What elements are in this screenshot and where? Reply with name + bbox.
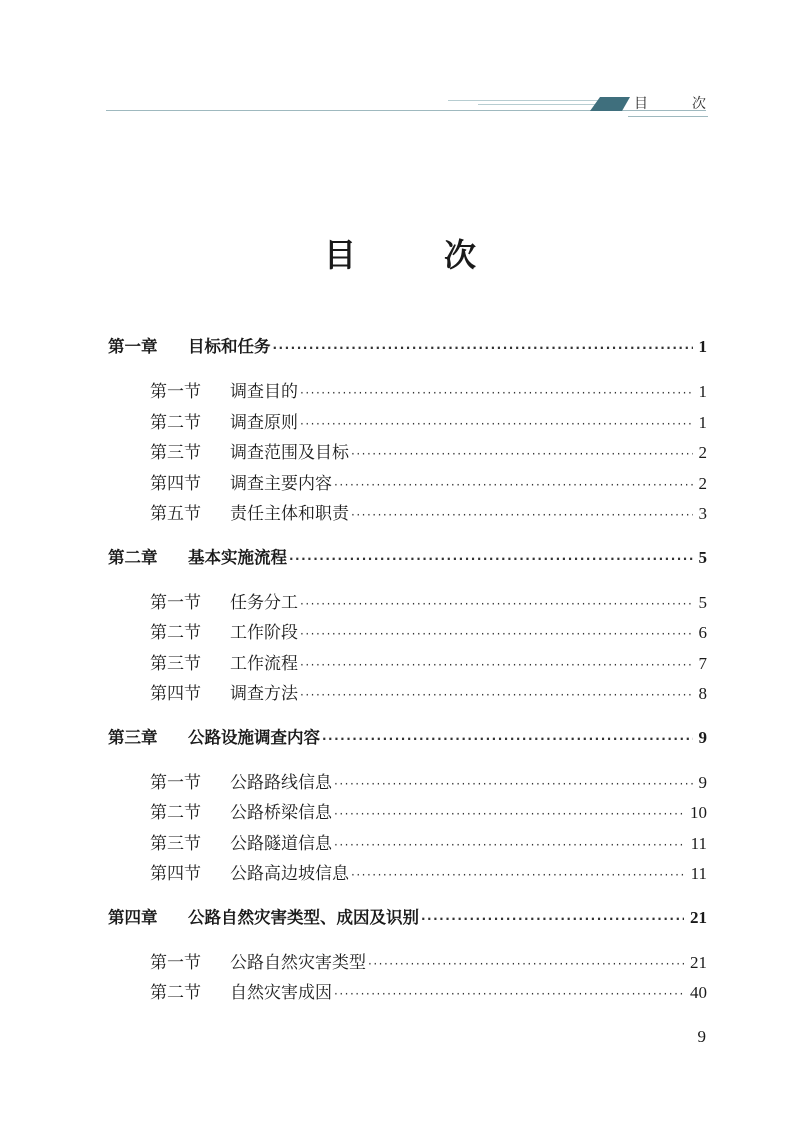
section-page-number: 8 bbox=[698, 684, 707, 703]
section-title: 自然灾害成因 bbox=[230, 983, 332, 1003]
toc-section-entry[interactable] bbox=[108, 859, 707, 890]
toc-chapter-entry[interactable] bbox=[108, 333, 707, 363]
table-of-contents bbox=[108, 333, 707, 1009]
section-page-number: 2 bbox=[698, 443, 707, 462]
page-title-right: 次 bbox=[444, 236, 477, 274]
chapter-page-number: 5 bbox=[698, 547, 707, 567]
running-header-right: 次 bbox=[692, 96, 706, 112]
page-title-left: 目 bbox=[323, 236, 356, 274]
toc-chapter-entry[interactable] bbox=[108, 724, 707, 754]
running-header bbox=[634, 93, 706, 113]
toc-section-entry[interactable] bbox=[108, 679, 707, 710]
section-page-number: 10 bbox=[690, 803, 707, 822]
chapter-number: 第二章 bbox=[108, 547, 158, 567]
toc-section-entry[interactable] bbox=[108, 499, 707, 530]
page-title bbox=[0, 230, 800, 276]
dot-leader bbox=[300, 688, 693, 702]
section-title: 公路自然灾害类型 bbox=[230, 952, 366, 973]
section-number: 第四节 bbox=[150, 684, 201, 704]
section-title: 公路隧道信息 bbox=[230, 833, 332, 854]
dot-leader bbox=[289, 552, 693, 566]
section-number: 第一节 bbox=[150, 592, 201, 613]
section-number: 第一节 bbox=[150, 952, 201, 973]
section-number: 第三节 bbox=[150, 833, 201, 854]
header-tab-shape bbox=[600, 97, 622, 111]
section-number: 第三节 bbox=[150, 443, 201, 463]
header-tab-shape bbox=[622, 97, 630, 111]
toc-section-entry[interactable] bbox=[108, 649, 707, 680]
section-page-number: 11 bbox=[690, 864, 707, 883]
section-title: 任务分工 bbox=[230, 592, 298, 613]
section-page-number: 7 bbox=[698, 653, 707, 673]
page-number: 9 bbox=[697, 1027, 706, 1046]
toc-section-entry[interactable] bbox=[108, 438, 707, 469]
dot-leader bbox=[351, 868, 685, 882]
dot-leader bbox=[351, 447, 693, 461]
toc-section-entry[interactable] bbox=[108, 408, 707, 439]
section-title: 调查主要内容 bbox=[230, 473, 332, 494]
dot-leader bbox=[334, 777, 693, 791]
toc-section-entry[interactable] bbox=[108, 618, 707, 649]
section-number: 第二节 bbox=[150, 983, 201, 1003]
chapter-title: 公路自然灾害类型、成因及识别 bbox=[188, 907, 419, 927]
dot-leader bbox=[300, 658, 693, 672]
toc-chapter-entry[interactable] bbox=[108, 904, 707, 934]
section-title: 责任主体和职责 bbox=[230, 504, 349, 524]
dot-leader bbox=[421, 912, 684, 926]
section-title: 公路桥梁信息 bbox=[230, 803, 332, 823]
dot-leader bbox=[334, 807, 684, 821]
toc-section-entry[interactable] bbox=[108, 469, 707, 500]
section-page-number: 21 bbox=[690, 952, 707, 972]
section-title: 调查原则 bbox=[230, 412, 298, 433]
section-page-number: 40 bbox=[690, 983, 707, 1002]
section-title: 调查方法 bbox=[230, 684, 298, 704]
dot-leader bbox=[322, 732, 693, 746]
toc-section-entry[interactable] bbox=[108, 948, 707, 979]
dot-leader bbox=[300, 597, 693, 611]
section-number: 第四节 bbox=[150, 864, 201, 884]
section-number: 第二节 bbox=[150, 412, 201, 433]
dot-leader bbox=[300, 417, 693, 431]
chapter-title: 公路设施调查内容 bbox=[188, 727, 320, 747]
dot-leader bbox=[273, 341, 693, 355]
section-title: 工作流程 bbox=[230, 653, 298, 674]
dot-leader bbox=[368, 957, 684, 971]
dot-leader bbox=[300, 386, 693, 400]
section-page-number: 2 bbox=[698, 473, 707, 493]
dot-leader bbox=[334, 838, 685, 852]
section-number: 第二节 bbox=[150, 803, 201, 823]
chapter-page-number: 9 bbox=[698, 727, 707, 747]
section-title: 工作阶段 bbox=[230, 623, 298, 643]
header-accent-line bbox=[448, 100, 608, 101]
section-title: 调查范围及目标 bbox=[230, 443, 349, 463]
section-page-number: 11 bbox=[690, 833, 707, 853]
section-page-number: 1 bbox=[698, 382, 707, 401]
section-page-number: 1 bbox=[698, 412, 707, 432]
chapter-page-number: 1 bbox=[698, 337, 707, 356]
section-number: 第五节 bbox=[150, 504, 201, 524]
toc-section-entry[interactable] bbox=[108, 377, 707, 408]
section-title: 公路路线信息 bbox=[230, 772, 332, 793]
section-page-number: 9 bbox=[698, 772, 707, 792]
dot-leader bbox=[300, 627, 693, 641]
section-number: 第二节 bbox=[150, 623, 201, 643]
section-number: 第三节 bbox=[150, 653, 201, 674]
dot-leader bbox=[351, 508, 693, 522]
section-number: 第一节 bbox=[150, 382, 201, 402]
header-tab-shape bbox=[590, 97, 600, 111]
section-number: 第一节 bbox=[150, 772, 201, 793]
running-header-left: 目 bbox=[634, 96, 648, 112]
dot-leader bbox=[334, 478, 693, 492]
header-accent-line bbox=[628, 116, 708, 117]
toc-section-entry[interactable] bbox=[108, 798, 707, 829]
chapter-number: 第四章 bbox=[108, 907, 158, 927]
chapter-number: 第一章 bbox=[108, 337, 158, 356]
chapter-number: 第三章 bbox=[108, 727, 158, 747]
section-number: 第四节 bbox=[150, 473, 201, 494]
chapter-title: 目标和任务 bbox=[188, 337, 271, 356]
toc-section-entry[interactable] bbox=[108, 829, 707, 860]
toc-chapter-entry[interactable] bbox=[108, 544, 707, 574]
chapter-page-number: 21 bbox=[690, 907, 707, 927]
dot-leader bbox=[334, 987, 684, 1001]
toc-section-entry[interactable] bbox=[108, 978, 707, 1009]
section-title: 调查目的 bbox=[230, 382, 298, 402]
toc-section-entry[interactable] bbox=[108, 768, 707, 799]
chapter-title: 基本实施流程 bbox=[188, 547, 287, 567]
toc-section-entry[interactable] bbox=[108, 588, 707, 619]
section-title: 公路高边坡信息 bbox=[230, 864, 349, 884]
section-page-number: 3 bbox=[698, 504, 707, 523]
section-page-number: 5 bbox=[698, 592, 707, 612]
section-page-number: 6 bbox=[698, 623, 707, 642]
